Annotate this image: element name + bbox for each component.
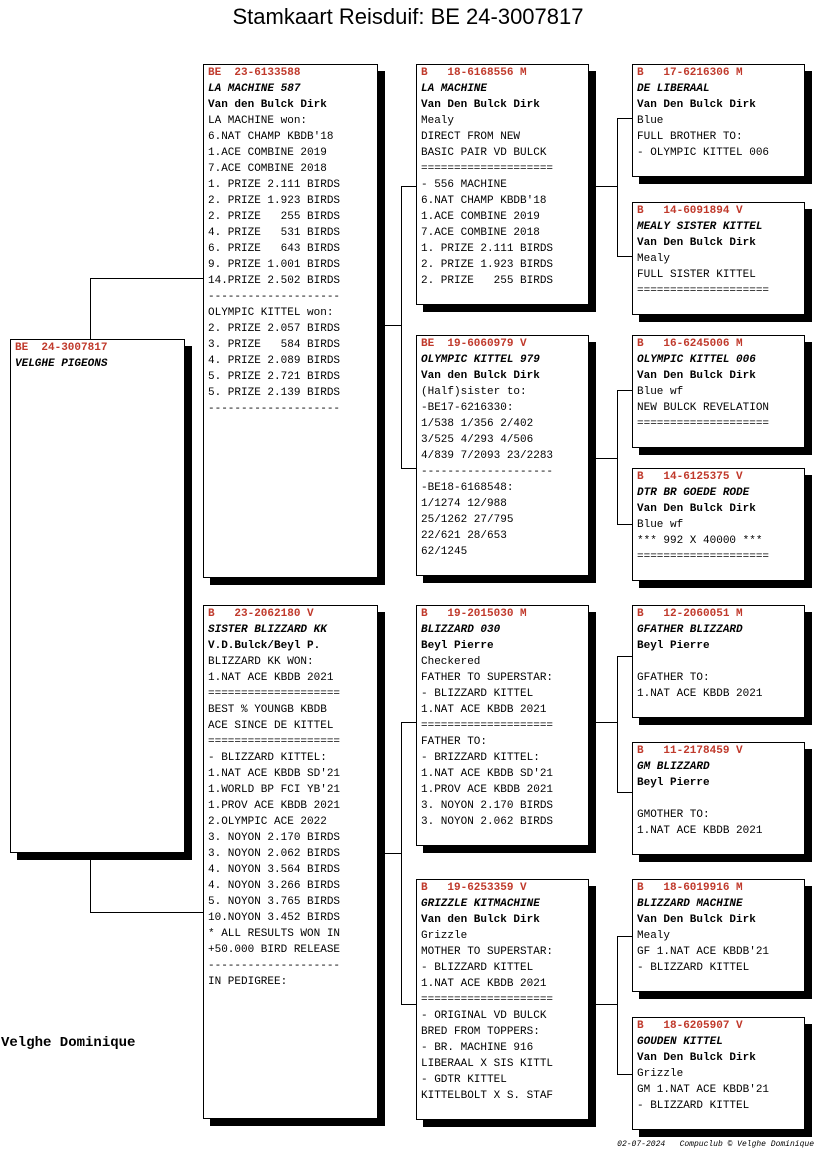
info-line: 1/538 1/356 2/402 (421, 418, 534, 430)
info-line: -------------------- (421, 466, 554, 478)
info-line: 6. PRIZE 643 BIRDS (208, 243, 341, 255)
pedigree-box-mff (632, 605, 805, 718)
info-line: 7.ACE COMBINE 2018 (421, 227, 540, 239)
ring-number: B 23-2062180 V (208, 608, 314, 620)
info-line: Blue wf (637, 386, 684, 398)
connector-line (617, 936, 618, 1074)
info-line: FATHER TO: (421, 736, 488, 748)
footer-text: 02-07-2024 Compuclub © Velghe Dominique (617, 1140, 814, 1149)
breeder-name: Beyl Pierre (421, 640, 494, 652)
info-line: 7.ACE COMBINE 2018 (208, 163, 327, 175)
pigeon-name: LA MACHINE (421, 83, 488, 95)
info-line: - BLIZZARD KITTEL (637, 962, 750, 974)
info-line: Grizzle (637, 1068, 684, 1080)
info-line: Blue (637, 115, 664, 127)
info-line: 1.NAT ACE KBDB SD'21 (421, 768, 554, 780)
info-line: KITTELBOLT X S. STAF (421, 1090, 554, 1102)
pedigree-box-mmf (632, 879, 805, 992)
info-line: LIBERAAL X SIS KITTL (421, 1058, 554, 1070)
info-line: FATHER TO SUPERSTAR: (421, 672, 554, 684)
info-line: 9. PRIZE 1.001 BIRDS (208, 259, 341, 271)
info-line: 3. PRIZE 584 BIRDS (208, 339, 341, 351)
breeder-name: Van den Bulck Dirk (421, 370, 540, 382)
connector-line (90, 278, 204, 279)
info-line: - BR. MACHINE 916 (421, 1042, 534, 1054)
ring-number: BE 19-6060979 V (421, 338, 527, 350)
pedigree-box-mfm (632, 742, 805, 855)
info-line: 1. PRIZE 2.111 BIRDS (208, 179, 341, 191)
info-line: 4. NOYON 3.266 BIRDS (208, 880, 341, 892)
pedigree-box-fff (632, 64, 805, 177)
info-line: Mealy (637, 253, 671, 265)
info-line: 25/1262 27/795 (421, 514, 514, 526)
info-line: Grizzle (421, 930, 468, 942)
info-line: Mealy (421, 115, 455, 127)
connector-line (401, 722, 402, 1004)
info-line: GMOTHER TO: (637, 809, 710, 821)
info-line: 1.PROV ACE KBDB 2021 (421, 784, 554, 796)
info-line: 3. NOYON 2.062 BIRDS (421, 816, 554, 828)
pigeon-name: BLIZZARD MACHINE (637, 898, 743, 910)
pigeon-name: GM BLIZZARD (637, 761, 710, 773)
pigeon-name: GRIZZLE KITMACHINE (421, 898, 540, 910)
info-line: 10.NOYON 3.452 BIRDS (208, 912, 341, 924)
info-line: - OLYMPIC KITTEL 006 (637, 147, 770, 159)
pedigree-box-mf (416, 605, 589, 846)
ring-number: B 18-6168556 M (421, 67, 527, 79)
info-line: ==================== (637, 551, 770, 563)
info-line: BLIZZARD KK WON: (208, 656, 314, 668)
info-line: GF 1.NAT ACE KBDB'21 (637, 946, 770, 958)
info-line: -------------------- (208, 291, 341, 303)
connector-line (401, 186, 417, 187)
info-line: ==================== (421, 994, 554, 1006)
ring-number: B 19-6253359 V (421, 882, 527, 894)
pigeon-name: BLIZZARD 030 (421, 624, 501, 636)
info-line: 5. NOYON 3.765 BIRDS (208, 896, 341, 908)
info-line: BEST % YOUNGB KBDB (208, 704, 327, 716)
connector-line (589, 722, 617, 723)
info-line: Blue wf (637, 519, 684, 531)
connector-line (90, 852, 91, 912)
info-line: 5. PRIZE 2.139 BIRDS (208, 387, 341, 399)
info-line: 1.NAT ACE KBDB 2021 (421, 704, 547, 716)
pigeon-name: SISTER BLIZZARD KK (208, 624, 327, 636)
info-line: 1/1274 12/988 (421, 498, 507, 510)
pedigree-box-father (203, 64, 378, 578)
info-line: - GDTR KITTEL (421, 1074, 507, 1086)
info-line: FULL SISTER KITTEL (637, 269, 756, 281)
info-line: 2. PRIZE 1.923 BIRDS (421, 259, 554, 271)
info-line: Mealy (637, 930, 671, 942)
info-line: GM 1.NAT ACE KBDB'21 (637, 1084, 770, 1096)
info-line: BRED FROM TOPPERS: (421, 1026, 540, 1038)
connector-line (377, 325, 401, 326)
info-line: -------------------- (208, 960, 341, 972)
info-line: ==================== (637, 285, 770, 297)
connector-line (617, 792, 633, 793)
info-line: 1.NAT ACE KBDB 2021 (637, 688, 763, 700)
info-line: MOTHER TO SUPERSTAR: (421, 946, 554, 958)
connector-line (617, 936, 633, 937)
pedigree-box-ff (416, 64, 589, 305)
connector-line (617, 256, 633, 257)
info-line: 1.ACE COMBINE 2019 (421, 211, 540, 223)
info-line: OLYMPIC KITTEL won: (208, 307, 334, 319)
breeder-name: Van Den Bulck Dirk (637, 237, 756, 249)
info-line: 3/525 4/293 4/506 (421, 434, 534, 446)
info-line: 14.PRIZE 2.502 BIRDS (208, 275, 341, 287)
info-line: 6.NAT CHAMP KBDB'18 (208, 131, 334, 143)
info-line: +50.000 BIRD RELEASE (208, 944, 341, 956)
info-line: 62/1245 (421, 546, 468, 558)
info-line: - BLIZZARD KITTEL (637, 1100, 750, 1112)
ring-number: B 18-6205907 V (637, 1020, 743, 1032)
info-line: 1.PROV ACE KBDB 2021 (208, 800, 341, 812)
breeder-name: Van Den Bulck Dirk (637, 99, 756, 111)
info-line: 4. PRIZE 2.089 BIRDS (208, 355, 341, 367)
info-line: 2. PRIZE 2.057 BIRDS (208, 323, 341, 335)
info-line: -BE18-6168548: (421, 482, 514, 494)
pedigree-box-fm (416, 335, 589, 576)
info-line: LA MACHINE won: (208, 115, 308, 127)
pigeon-name: GFATHER BLIZZARD (637, 624, 743, 636)
info-line: (Half)sister to: (421, 386, 527, 398)
breeder-name: Van Den Bulck Dirk (421, 99, 540, 111)
pedigree-box-mm (416, 879, 589, 1120)
page-title: Stamkaart Reisduif: BE 24-3007817 (232, 4, 584, 29)
info-line: ==================== (637, 418, 770, 430)
breeder-name: Van den Bulck Dirk (421, 914, 540, 926)
info-line: 4/839 7/2093 23/2283 (421, 450, 554, 462)
info-line (637, 791, 802, 807)
pedigree-box-mother (203, 605, 378, 1119)
info-line: - 556 MACHINE (421, 179, 507, 191)
ring-number: B 18-6019916 M (637, 882, 743, 894)
info-line: 1.NAT ACE KBDB 2021 (208, 672, 334, 684)
breeder-name: Van Den Bulck Dirk (637, 1052, 756, 1064)
info-line: - BLIZZARD KITTEL: (208, 752, 327, 764)
ring-number: B 16-6245006 M (637, 338, 743, 350)
info-line: IN PEDIGREE: (208, 976, 288, 988)
info-line: 3. NOYON 2.170 BIRDS (208, 832, 341, 844)
connector-line (617, 656, 633, 657)
connector-line (589, 186, 617, 187)
connector-line (617, 524, 633, 525)
pigeon-name: GOUDEN KITTEL (637, 1036, 723, 1048)
info-line: FULL BROTHER TO: (637, 131, 743, 143)
breeder-name: Van Den Bulck Dirk (637, 370, 756, 382)
breeder-name: Beyl Pierre (637, 640, 710, 652)
info-line: - BLIZZARD KITTEL (421, 688, 534, 700)
info-line: 1.NAT ACE KBDB 2021 (637, 825, 763, 837)
info-line: - BRIZZARD KITTEL: (421, 752, 540, 764)
connector-line (589, 1004, 617, 1005)
info-line: 4. NOYON 3.564 BIRDS (208, 864, 341, 876)
info-line: NEW BULCK REVELATION (637, 402, 770, 414)
pigeon-name: DE LIBERAAL (637, 83, 710, 95)
info-line: ==================== (421, 720, 554, 732)
ring-number: B 17-6216306 M (637, 67, 743, 79)
info-line: 2. PRIZE 255 BIRDS (421, 275, 554, 287)
pigeon-name: OLYMPIC KITTEL 006 (637, 354, 756, 366)
info-line: GFATHER TO: (637, 672, 710, 684)
info-line: 3. NOYON 2.062 BIRDS (208, 848, 341, 860)
connector-line (617, 1074, 633, 1075)
info-line: 1.NAT ACE KBDB SD'21 (208, 768, 341, 780)
info-line: 1.ACE COMBINE 2019 (208, 147, 327, 159)
info-line: - BLIZZARD KITTEL (421, 962, 534, 974)
pigeon-name: MEALY SISTER KITTEL (637, 221, 763, 233)
info-line: ACE SINCE DE KITTEL (208, 720, 334, 732)
pigeon-name: VELGHE PIGEONS (15, 358, 108, 370)
info-line: 22/621 28/653 (421, 530, 507, 542)
breeder-name: Van den Bulck Dirk (208, 99, 327, 111)
info-line: -------------------- (208, 403, 341, 415)
info-line: 4. PRIZE 531 BIRDS (208, 227, 341, 239)
ring-number: B 14-6125375 V (637, 471, 743, 483)
connector-line (617, 656, 618, 792)
connector-line (617, 390, 618, 524)
connector-line (90, 278, 91, 340)
info-line: 5. PRIZE 2.721 BIRDS (208, 371, 341, 383)
breeder-name: V.D.Bulck/Beyl P. (208, 640, 321, 652)
ring-number: B 14-6091894 V (637, 205, 743, 217)
pigeon-name: OLYMPIC KITTEL 979 (421, 354, 540, 366)
info-line: 6.NAT CHAMP KBDB'18 (421, 195, 547, 207)
connector-line (617, 118, 633, 119)
ring-number: B 12-2060051 M (637, 608, 743, 620)
info-line: ==================== (208, 688, 341, 700)
connector-line (377, 853, 401, 854)
ring-number: B 19-2015030 M (421, 608, 527, 620)
pedigree-box-fmm (632, 468, 805, 581)
info-line: 3. NOYON 2.170 BIRDS (421, 800, 554, 812)
info-line (637, 654, 802, 670)
info-line: - ORIGINAL VD BULCK (421, 1010, 547, 1022)
info-line: ==================== (421, 163, 554, 175)
breeder-name: Van Den Bulck Dirk (637, 914, 756, 926)
connector-line (617, 118, 618, 256)
owner-name: Velghe Dominique (1, 1035, 136, 1051)
pedigree-box-subject (10, 339, 185, 853)
info-line: 2.OLYMPIC ACE 2022 (208, 816, 327, 828)
info-line: 1. PRIZE 2.111 BIRDS (421, 243, 554, 255)
connector-line (401, 186, 402, 468)
breeder-name: Van Den Bulck Dirk (637, 503, 756, 515)
info-line: 2. PRIZE 1.923 BIRDS (208, 195, 341, 207)
connector-line (589, 458, 617, 459)
connector-line (401, 1004, 417, 1005)
connector-line (90, 912, 204, 913)
info-line: BASIC PAIR VD BULCK (421, 147, 547, 159)
info-line: ==================== (208, 736, 341, 748)
pedigree-box-mmm (632, 1017, 805, 1130)
info-line: 2. PRIZE 255 BIRDS (208, 211, 341, 223)
connector-line (617, 390, 633, 391)
pedigree-box-fmf (632, 335, 805, 448)
ring-number: BE 23-6133588 (208, 67, 301, 79)
connector-line (401, 468, 417, 469)
info-line: 1.NAT ACE KBDB 2021 (421, 978, 547, 990)
info-line: Checkered (421, 656, 481, 668)
info-line: -BE17-6216330: (421, 402, 514, 414)
info-line: DIRECT FROM NEW (421, 131, 521, 143)
breeder-name: Beyl Pierre (637, 777, 710, 789)
connector-line (401, 722, 417, 723)
ring-number: BE 24-3007817 (15, 342, 108, 354)
ring-number: B 11-2178459 V (637, 745, 743, 757)
info-line: * ALL RESULTS WON IN (208, 928, 341, 940)
pigeon-name: DTR BR GOEDE RODE (637, 487, 750, 499)
info-line: *** 992 X 40000 *** (637, 535, 763, 547)
info-line: 1.WORLD BP FCI YB'21 (208, 784, 341, 796)
pigeon-name: LA MACHINE 587 (208, 83, 301, 95)
pedigree-box-ffm (632, 202, 805, 315)
